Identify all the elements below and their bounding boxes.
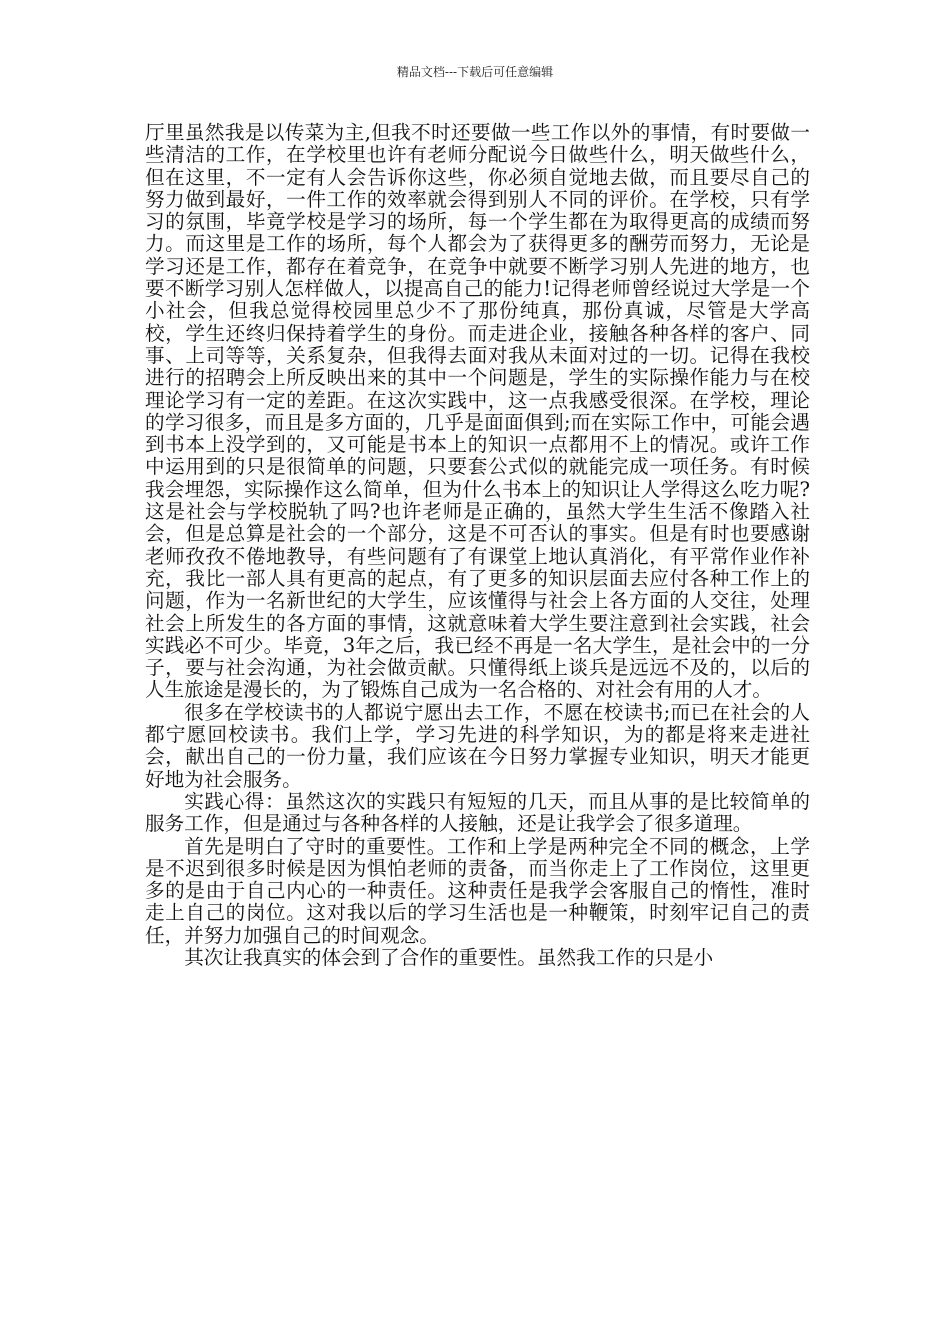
page-header: 精品文档---下载后可任意编辑 — [396, 65, 554, 79]
paragraph: 很多在学校读书的人都说宁愿出去工作，不愿在校读书;而已在社会的人都宁愿回校读书。我们上学，学习先进的科学知识，为的都是将来走进社会，献出自己的一份力量，我们应该在今日努力掌握专业知识，明天才能更好地为社会服务。 — [145, 700, 810, 791]
paragraph: 实践心得：虽然这次的实践只有短短的几天，而且从事的是比较简单的服务工作，但是通过与各种各样的人接触，还是让我学会了很多道理。 — [145, 789, 810, 836]
paragraph: 厅里虽然我是以传菜为主,但我不时还要做一些工作以外的事情，有时要做一些清洁的工作，在学校里也许有老师分配说今日做些什么，明天做些什么，但在这里，不一定有人会告诉你这些，你必须自觉地去做，而且要尽自己的努力做到最好，一件工作的效率就会得到别人不同的评价。在学校，只有学习的氛围，毕竟学校是学习的场所，每一个学生都在为取得更高的成绩而努力。而这里是工作的场所，每个人都会为了获得更多的酬劳而努力，无论是学习还是工作，都存在着竞争，在竞争中就要不断学习别人先进的地方，也要不断学习别人怎样做人，以提高自己的能力!记得老师曾经说过大学是一个小社会，但我总觉得校园里总少不了那份纯真，那份真诚，尽管是大学高校，学生还终归保持着学生的身份。而走进企业，接触各种各样的客户、同事、上司等等，关系复杂，但我得去面对我从未面对过的一切。记得在我校进行的招聘会上所反映出来的其中一个问题是，学生的实际操作能力与在校理论学习有一定的差距。在这次实践中，这一点我感受很深。在学校，理论的学习很多，而且是多方面的，几乎是面面俱到;而在实际工作中，可能会遇到书本上没学到的，又可能是书本上的知识一点都用不上的情况。或许工作中运用到的只是很简单的问题，只要套公式似的就能完成一项任务。有时候我会埋怨，实际操作这么简单，但为什么书本上的知识让人学得这么吃力呢?这是社会与学校脱轨了吗?也许老师是正确的，虽然大学生生活不像踏入社会，但是总算是社会的一个部分，这是不可否认的事实。但是有时也要感谢老师孜孜不倦地教导，有些问题有了有课堂上地认真消化，有平常作业作补充，我比一部人具有更高的起点，有了更多的知识层面去应付各种工作上的问题，作为一名新世纪的大学生，应该懂得与社会上各方面的人交往，处理社会上所发生的各方面的事情，这就意味着大学生要注意到社会实践，社会实践必不可少。毕竟，3年之后，我已经不再是一名大学生，是社会中的一分子，要与社会沟通，为社会做贡献。只懂得纸上谈兵是远远不及的，以后的人生旅途是漫长的，为了锻炼自己成为一名合格的、对社会有用的人才。 — [145, 121, 810, 702]
document-body — [145, 122, 810, 969]
paragraph: 其次让我真实的体会到了合作的重要性。虽然我工作的只是小 — [184, 945, 714, 969]
paragraph: 首先是明白了守时的重要性。工作和上学是两种完全不同的概念，上学是不迟到很多时候是因为惧怕老师的责备，而当你走上了工作岗位，这里更多的是由于自己内心的一种责任。这种责任是我学会客服自己的惰性，准时走上自己的岗位。这对我以后的学习生活也是一种鞭策，时刻牢记自己的责任，并努力加强自己的时间观念。 — [145, 834, 810, 947]
